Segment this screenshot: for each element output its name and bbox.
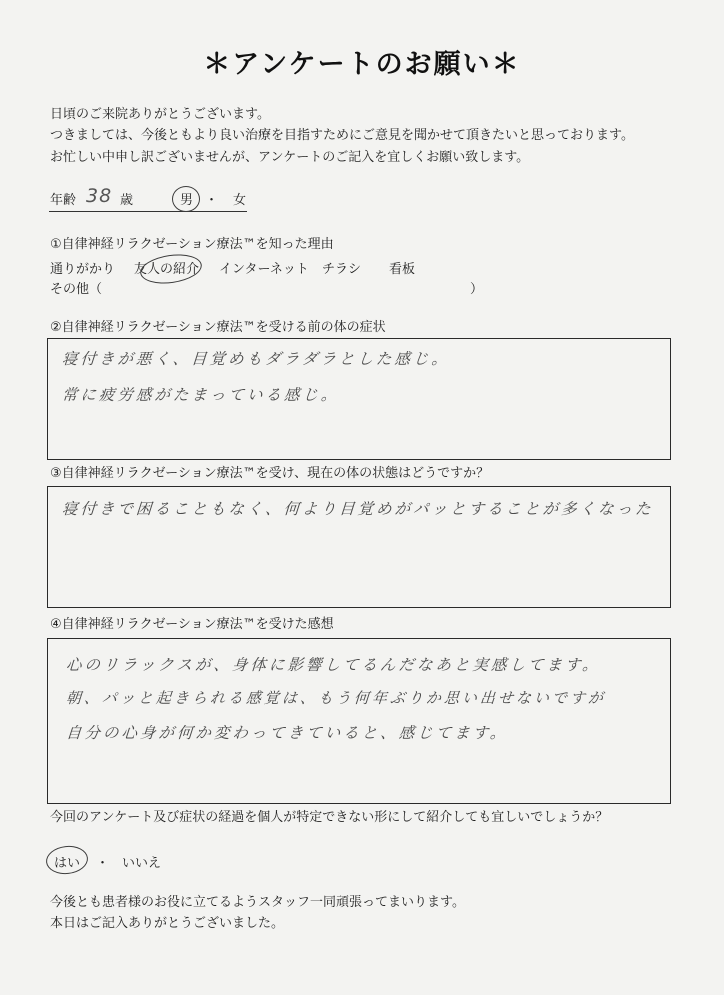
gender-separator: ・ (205, 193, 219, 208)
q4-answer-line-1: 心のリラックスが、身体に影響してるんだなあと実感してます。 (65, 656, 602, 674)
consent-question: 今回のアンケート及び症状の経過を個人が特定できない形にして紹介しても宜しいでしょうか？ (50, 810, 609, 825)
profile-underline (49, 211, 247, 212)
intro-line-3: お忙しい中申し訳ございませんが、アンケートのご記入を宜しくお願い致します。 (50, 150, 530, 165)
q1-option-passing[interactable]: 通りがかり (50, 262, 116, 277)
q4-answer-line-3: 自分の心身が何か変わってきていると、感じてます。 (65, 724, 510, 742)
q1-selected-circle-mark (138, 251, 203, 287)
intro-line-2: つきましては、今後ともより良い治療を目指すためにご意見を聞かせて頂きたいと思っております。 (50, 128, 634, 143)
q1-option-friend[interactable]: 友人の紹介 (134, 262, 200, 277)
gender-male[interactable]: 男 (180, 193, 194, 208)
gender-female[interactable]: 女 (233, 193, 247, 208)
intro-line-1: 日頃のご来院ありがとうございます。 (50, 107, 270, 122)
age-unit: 歳 (120, 193, 134, 208)
q4-label: ④自律神経リラクゼーション療法™を受けた感想 (50, 617, 334, 632)
q2-answer-line-2: 常に疲労感がたまっている感じ。 (61, 386, 341, 404)
q1-other-close: ） (470, 282, 484, 297)
q3-label: ③自律神経リラクゼーション療法™を受け、現在の体の状態はどうですか？ (50, 466, 490, 481)
closing-line-1: 今後とも患者様のお役に立てるようスタッフ一同頑張ってまいります。 (50, 895, 465, 910)
q1-option-flyer[interactable]: チラシ (322, 262, 362, 277)
q1-option-signboard[interactable]: 看板 (389, 262, 416, 277)
male-circle-mark (172, 186, 200, 212)
page-title: ＊アンケートのお願い＊ (203, 49, 521, 80)
q2-answer-box[interactable] (47, 338, 671, 460)
consent-no[interactable]: いいえ (122, 856, 162, 871)
q4-answer-box[interactable] (47, 638, 671, 804)
q4-answer-line-2: 朝、パッと起きられる感覚は、もう何年ぶりか思い出せないですが (65, 689, 607, 707)
consent-yes[interactable]: はい (54, 856, 81, 871)
q1-option-internet[interactable]: インターネット (219, 262, 309, 277)
consent-yes-circle-mark (45, 844, 90, 876)
q2-label: ②自律神経リラクゼーション療法™を受ける前の体の症状 (50, 320, 386, 335)
age-value: 38 (86, 185, 113, 207)
q3-answer-box[interactable] (47, 486, 671, 608)
q2-answer-line-1: 寝付きが悪く、目覚めもダラダラとした感じ。 (61, 350, 451, 368)
age-label: 年齢 (50, 193, 77, 208)
consent-separator: ・ (96, 856, 110, 871)
q1-label: ①自律神経リラクゼーション療法™を知った理由 (50, 237, 334, 252)
closing-line-2: 本日はご記入ありがとうございました。 (50, 916, 285, 931)
q1-other-label: その他（ (50, 282, 103, 297)
q3-answer-line-1: 寝付きで困ることもなく、何より目覚めがパッとすることが多くなった (61, 500, 655, 518)
